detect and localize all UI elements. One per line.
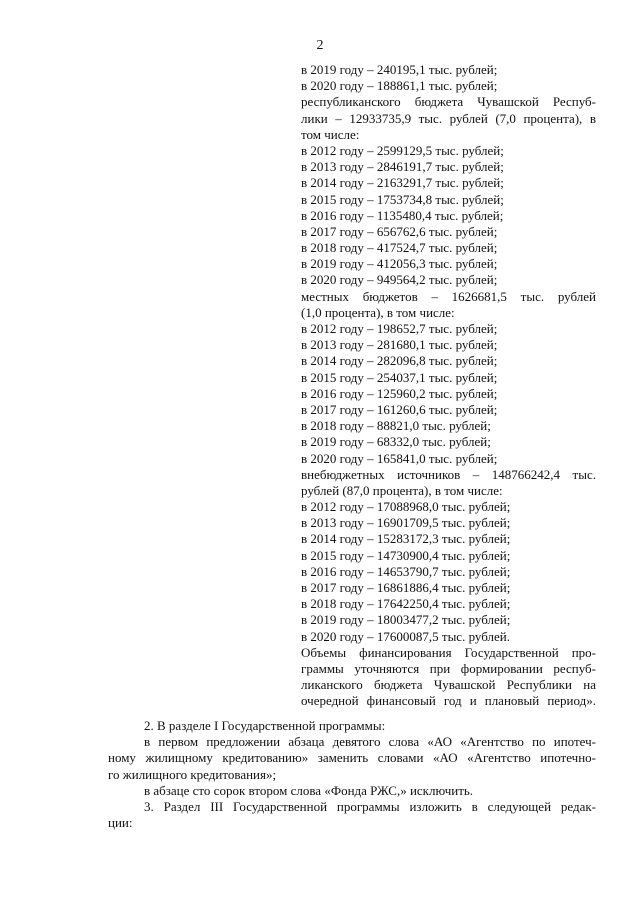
column-line: в 2015 году – 254037,1 тыс. рублей; <box>301 369 498 385</box>
column-line: в 2012 году – 198652,7 тыс. рублей; <box>301 321 498 336</box>
column-line: в 2018 году – 417524,7 тыс. рублей; <box>301 240 498 256</box>
body-line: 3. Раздел III Государственной программы изложить в следующей редак- <box>144 798 596 814</box>
body-line: ции: <box>108 815 133 831</box>
column-line: в 2019 году – 412056,3 тыс. рублей; <box>301 256 498 272</box>
financing-column <box>301 62 596 710</box>
column-line: в 2015 году – 1753734,8 тыс. рублей; <box>301 191 504 207</box>
column-line: в 2020 году – 949564,2 тыс. рублей; <box>301 272 498 288</box>
column-line: Объемы финансирования Государственной про- <box>301 644 596 660</box>
column-line: в 2014 году – 282096,8 тыс. рублей; <box>301 353 498 369</box>
column-line: в 2019 году – 68332,0 тыс. рублей; <box>301 434 491 450</box>
column-line: в 2017 году – 16861886,4 тыс. рублей; <box>301 580 511 595</box>
column-line: в 2015 году – 14730900,4 тыс. рублей; <box>301 547 511 563</box>
column-line: в 2020 году – 188861,1 тыс. рублей; <box>301 78 498 94</box>
column-line: в 2018 году – 88821,0 тыс. рублей; <box>301 418 491 434</box>
body-line: го жилищного кредитования»; <box>108 766 277 782</box>
column-line: в 2018 году – 17642250,4 тыс. рублей; <box>301 596 511 612</box>
body-line: в первом предложении абзаца девятого слова «АО «Агентство по ипотеч- <box>144 734 596 750</box>
column-line: в 2016 году – 1135480,4 тыс. рублей; <box>301 207 504 223</box>
body-line: 2. В разделе I Государственной программы: <box>144 718 386 733</box>
column-line: лики – 12933735,9 тыс. рублей (7,0 процента), в <box>301 110 596 126</box>
column-line: в 2013 году – 281680,1 тыс. рублей; <box>301 337 498 353</box>
column-line: в 2017 году – 161260,6 тыс. рублей; <box>301 401 498 417</box>
body-line: ному жилищному кредитованию» заменить словами «АО «Агентство ипотечно- <box>108 750 596 766</box>
column-line: в 2016 году – 14653790,7 тыс. рублей; <box>301 563 511 579</box>
column-line: в 2012 году – 17088968,0 тыс. рублей; <box>301 499 511 515</box>
column-line: в 2016 году – 125960,2 тыс. рублей; <box>301 385 498 401</box>
column-line: в 2020 году – 165841,0 тыс. рублей; <box>301 450 498 466</box>
column-line: в 2019 году – 240195,1 тыс. рублей; <box>301 62 498 77</box>
body-line: в абзаце сто сорок втором слова «Фонда РЖС,» исключить. <box>144 782 474 798</box>
column-line: в 2014 году – 2163291,7 тыс. рублей; <box>301 175 504 191</box>
column-line: в 2013 году – 2846191,7 тыс. рублей; <box>301 159 504 175</box>
column-line: в 2017 году – 656762,6 тыс. рублей; <box>301 223 498 239</box>
column-line: в 2014 году – 15283172,3 тыс. рублей; <box>301 531 511 547</box>
column-line: местных бюджетов – 1626681,5 тыс. рублей <box>301 288 596 304</box>
column-line: граммы уточняются при формировании респуб- <box>301 660 596 676</box>
column-line: том числе: <box>301 126 360 142</box>
column-line: внебюджетных источников – 148766242,4 тыс. <box>301 466 596 482</box>
column-line: рублей (87,0 процента), в том числе: <box>301 482 503 498</box>
column-line: республиканского бюджета Чувашской Респуб- <box>301 94 596 110</box>
column-line: в 2012 году – 2599129,5 тыс. рублей; <box>301 142 504 158</box>
column-line: очередной финансовый год и плановый период». <box>301 693 596 709</box>
amendments-section <box>108 718 596 831</box>
column-line: в 2020 году – 17600087,5 тыс. рублей. <box>301 628 510 644</box>
column-line: ликанского бюджета Чувашской Республики на <box>301 677 596 693</box>
column-line: в 2013 году – 16901709,5 тыс. рублей; <box>301 515 511 531</box>
column-line: (1,0 процента), в том числе: <box>301 304 455 320</box>
page-number: 2 <box>316 38 324 53</box>
column-line: в 2019 году – 18003477,2 тыс. рублей; <box>301 612 511 628</box>
